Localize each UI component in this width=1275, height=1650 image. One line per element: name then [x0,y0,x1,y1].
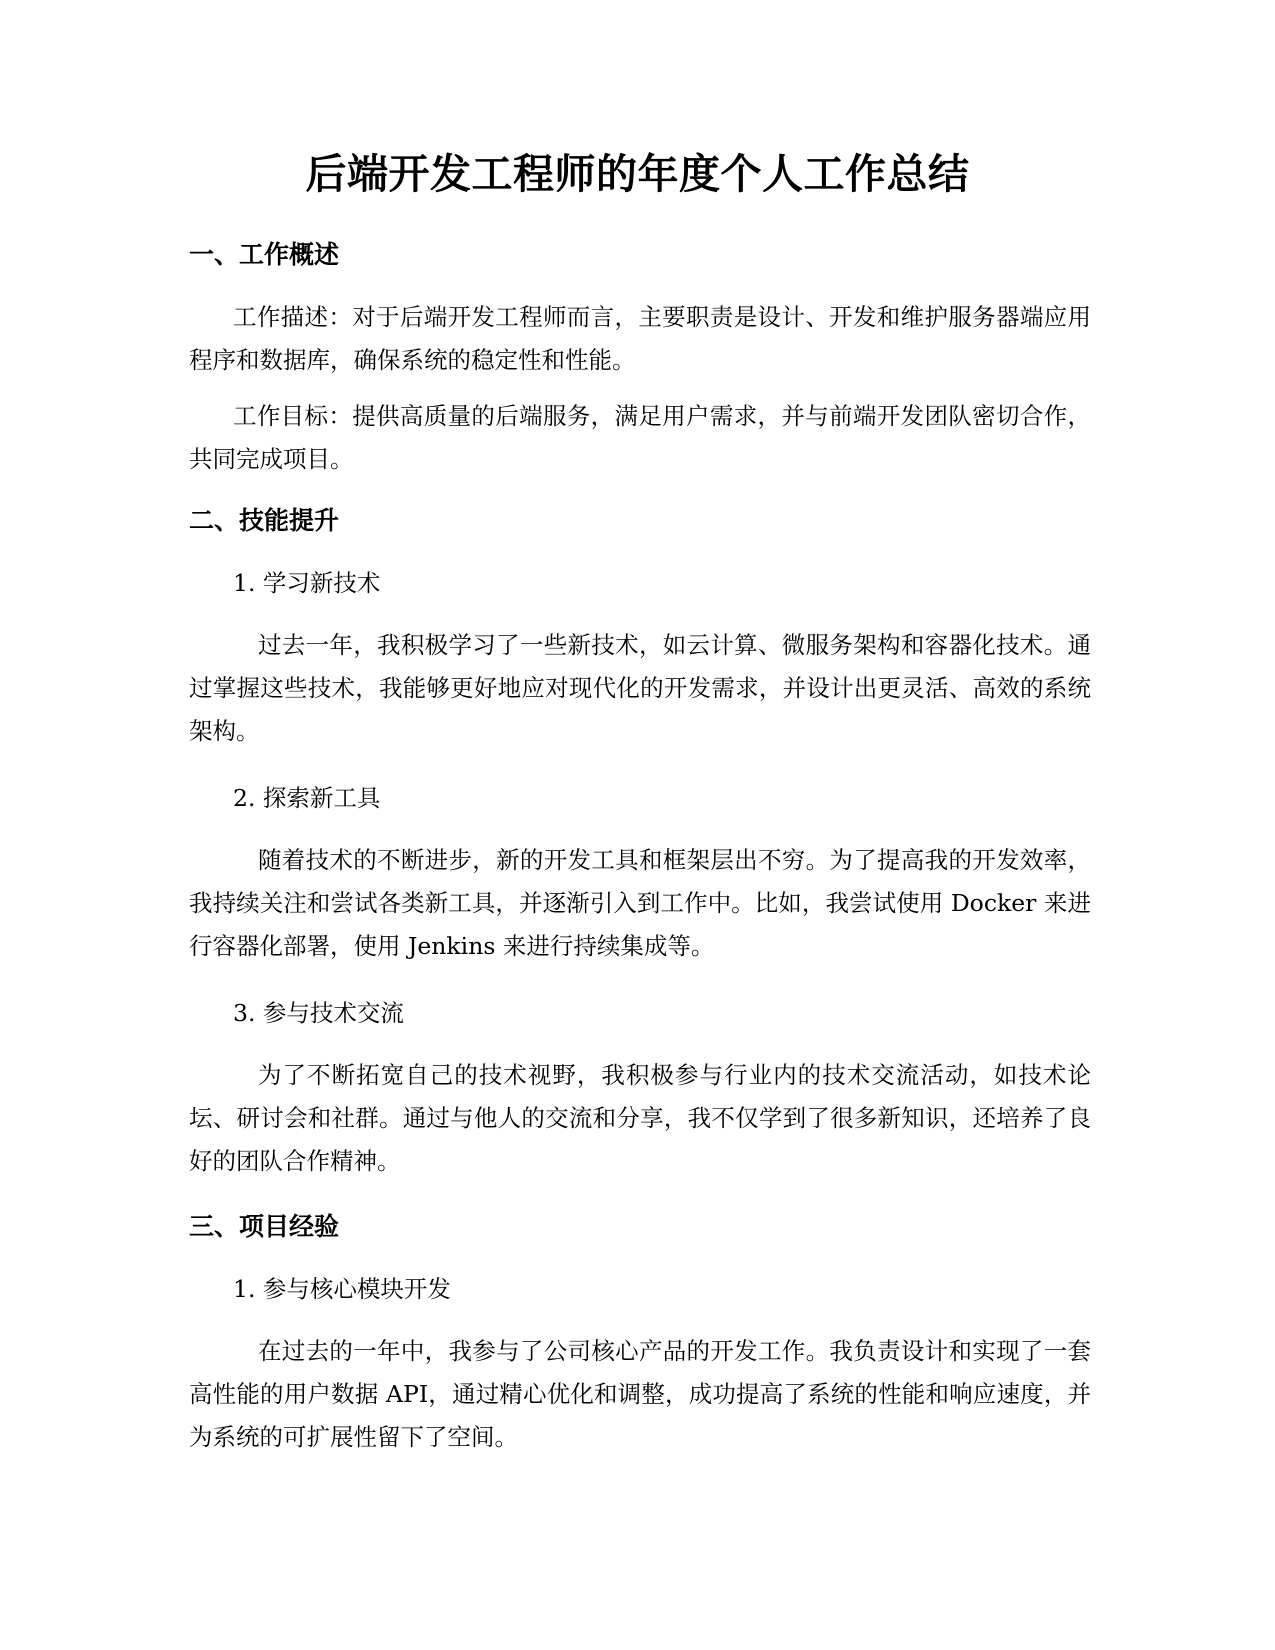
paragraph-tech-exchange: 为了不断拓宽自己的技术视野，我积极参与行业内的技术交流活动，如技术论坛、研讨会和社群。通过与他人的交流和分享，我不仅学到了很多新知识，还培养了良好的团队合作精神。 [189,1061,1091,1175]
paragraph-core-module: 在过去的一年中，我参与了公司核心产品的开发工作。我负责设计和实现了一套高性能的用户数据 API，通过精心优化和调整，成功提高了系统的性能和响应速度，并为系统的可扩展性留下了空间。 [189,1337,1091,1451]
paragraph-learn-new-tech: 过去一年，我积极学习了一些新技术，如云计算、微服务架构和容器化技术。通过掌握这些技术，我能够更好地应对现代化的开发需求，并设计出更灵活、高效的系统架构。 [189,631,1091,745]
section-heading-projects: 三、项目经验 [189,1212,340,1241]
subheading-tech-exchange: 3. 参与技术交流 [233,999,404,1027]
subheading-learn-new-tech: 1. 学习新技术 [233,569,381,597]
page-title: 后端开发工程师的年度个人工作总结 [305,150,970,198]
subheading-explore-tools: 2. 探索新工具 [233,784,381,812]
paragraph-work-description: 工作描述：对于后端开发工程师而言，主要职责是设计、开发和维护服务器端应用程序和数据库，确保系统的稳定性和性能。 [189,303,1091,374]
paragraph-explore-tools: 随着技术的不断进步，新的开发工具和框架层出不穷。为了提高我的开发效率，我持续关注和尝试各类新工具，并逐渐引入到工作中。比如，我尝试使用 Docker 来进行容器化部署，使用 Jenkins 来进行持续集成等。 [189,846,1091,960]
section-heading-skills: 二、技能提升 [189,506,340,535]
subheading-core-module: 1. 参与核心模块开发 [233,1275,451,1303]
section-heading-overview: 一、工作概述 [189,240,340,269]
paragraph-work-goal: 工作目标：提供高质量的后端服务，满足用户需求，并与前端开发团队密切合作，共同完成项目。 [189,402,1091,473]
